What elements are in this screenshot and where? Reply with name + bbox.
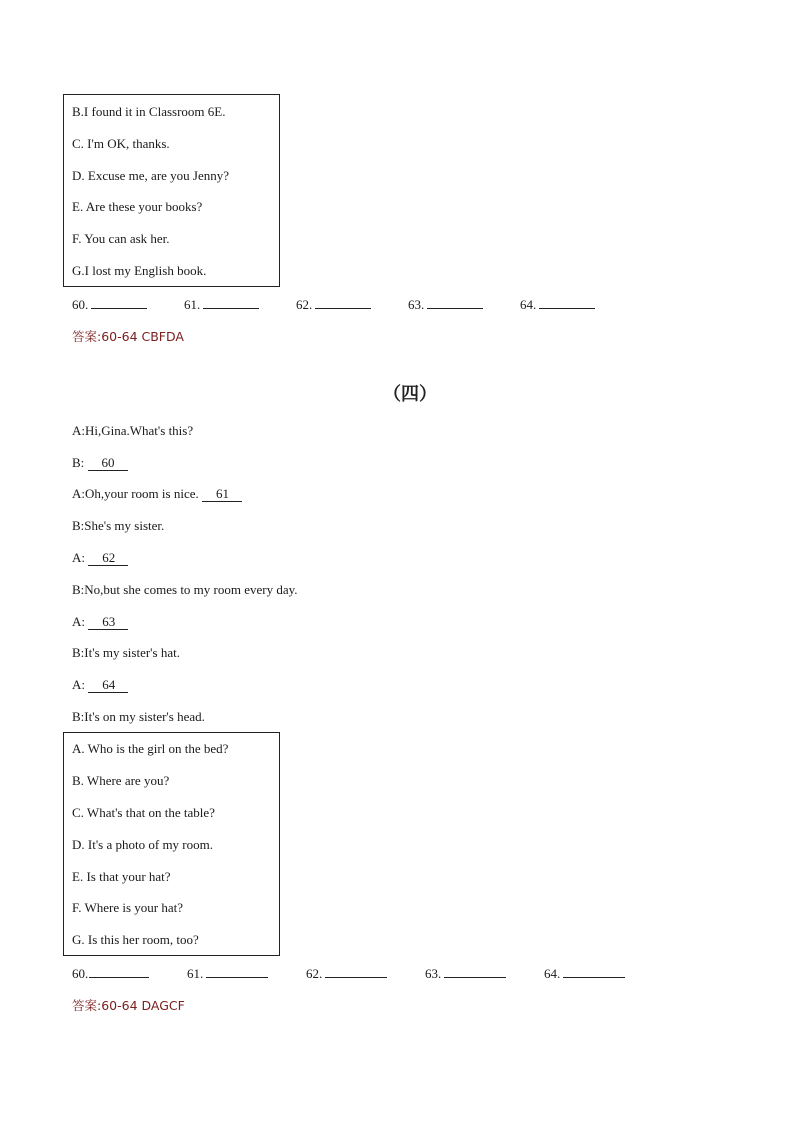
option-f: F. Where is your hat? [72,900,183,915]
blank-line[interactable] [91,296,147,309]
option-a: A. Who is the girl on the bed? [72,741,229,756]
dialogue-text: A: [72,614,85,629]
dialogue-line-8 [72,645,180,661]
option-c: C. What's that on the table? [72,805,215,820]
blank-63[interactable]: 63. [408,296,483,313]
blank-line[interactable] [563,965,625,978]
dialogue-text: A: [72,677,85,692]
option-g: G.I lost my English book. [72,263,207,278]
answer-key-2: 答案:60-64 DAGCF [72,998,185,1013]
blank-line[interactable] [206,965,268,978]
option-b: B. Where are you? [72,773,170,788]
blank-line[interactable] [315,296,371,309]
option-d: D. It's a photo of my room. [72,837,213,852]
options-box-1 [63,94,280,287]
option-c: C. I'm OK, thanks. [72,136,170,151]
dialogue-text: B:No,but she comes to my room every day. [72,582,298,597]
dialogue-text: A: [72,550,85,565]
dialogue-line-3 [72,486,242,502]
blank-line[interactable] [325,965,387,978]
option-b: B.I found it in Classroom 6E. [72,104,226,119]
blank-62[interactable]: 62. [296,296,371,313]
dialogue-line-10 [72,709,205,725]
dialogue-blank-62[interactable]: 62 [88,551,128,566]
blank-line[interactable] [89,965,149,978]
dialogue-blank-64[interactable]: 64 [88,678,128,693]
option-f: F. You can ask her. [72,231,170,246]
blank-62[interactable]: 62. [306,965,387,982]
blank-61[interactable]: 61. [184,296,259,313]
dialogue-blank-61[interactable]: 61 [202,487,242,502]
dialogue-text: B: [72,455,85,470]
dialogue-line-6 [72,582,298,598]
blank-line[interactable] [203,296,259,309]
blank-64[interactable]: 64. [520,296,595,313]
dialogue-line-4 [72,518,164,534]
blank-60[interactable]: 60. [72,965,149,982]
dialogue-line-2 [72,455,128,471]
dialogue-text: A:Hi,Gina.What's this? [72,423,194,438]
dialogue-blank-63[interactable]: 63 [88,615,128,630]
answer-key-1: 答案:60-64 CBFDA [72,329,184,344]
answer-blanks-2 [72,965,642,983]
blank-line[interactable] [444,965,506,978]
blank-61[interactable]: 61. [187,965,268,982]
blank-63[interactable]: 63. [425,965,506,982]
blank-60[interactable]: 60. [72,296,147,313]
dialogue-line-7 [72,614,128,630]
answer-blanks-1 [72,296,632,314]
options-box-2 [63,732,280,956]
dialogue-line-5 [72,550,128,566]
option-e: E. Is that your hat? [72,869,171,884]
option-g: G. Is this her room, too? [72,932,199,947]
option-e: E. Are these your books? [72,199,203,214]
dialogue-text: B:She's my sister. [72,518,165,533]
dialogue-line-9 [72,677,128,693]
dialogue-blank-60[interactable]: 60 [88,456,128,471]
blank-64[interactable]: 64. [544,965,625,982]
section-title: （四） [383,384,437,405]
option-d: D. Excuse me, are you Jenny? [72,168,230,183]
dialogue-text: B:It's my sister's hat. [72,645,180,660]
blank-line[interactable] [539,296,595,309]
dialogue-line-1 [72,423,193,439]
dialogue-text: A:Oh,your room is nice. [72,486,199,501]
dialogue-text: B:It's on my sister's head. [72,709,205,724]
blank-line[interactable] [427,296,483,309]
